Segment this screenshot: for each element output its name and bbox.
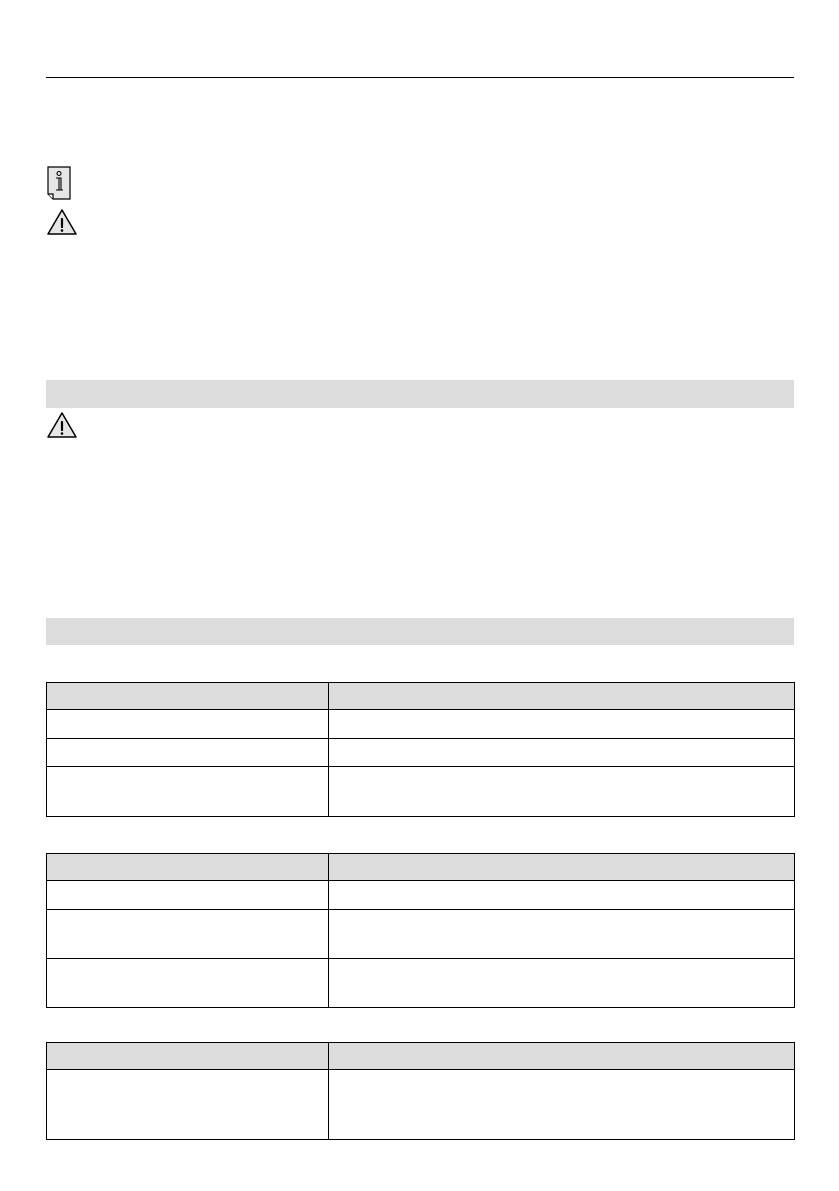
table-header-cell bbox=[329, 1043, 795, 1070]
table-header-row bbox=[47, 1043, 795, 1070]
table-row bbox=[47, 959, 795, 1008]
table-row bbox=[47, 710, 795, 739]
table-cell bbox=[329, 1070, 795, 1140]
section-heading-bar bbox=[46, 618, 794, 645]
header-rule bbox=[46, 77, 794, 78]
warning-triangle-icon bbox=[46, 208, 78, 241]
table-header-cell bbox=[47, 683, 329, 710]
table-row bbox=[47, 739, 795, 767]
section-heading-bar bbox=[46, 380, 794, 408]
table-row bbox=[47, 767, 795, 817]
table-header-row bbox=[47, 683, 795, 710]
table-cell bbox=[47, 881, 329, 910]
table-header-cell bbox=[329, 683, 795, 710]
table-header-cell bbox=[47, 1043, 329, 1070]
table-header-row bbox=[47, 854, 795, 881]
table-cell bbox=[329, 767, 795, 817]
table-cell bbox=[329, 881, 795, 910]
table-row bbox=[47, 910, 795, 959]
table-header-cell bbox=[329, 854, 795, 881]
table-cell bbox=[47, 910, 329, 959]
table-cell bbox=[47, 959, 329, 1008]
table-cell bbox=[47, 739, 329, 767]
table-cell bbox=[47, 767, 329, 817]
spec-table bbox=[46, 853, 795, 1008]
table-cell bbox=[329, 710, 795, 739]
table-cell bbox=[329, 910, 795, 959]
table-row bbox=[47, 1070, 795, 1140]
table-cell bbox=[47, 1070, 329, 1140]
warning-triangle-icon bbox=[46, 411, 78, 444]
table-cell bbox=[329, 959, 795, 1008]
table-header-cell bbox=[47, 854, 329, 881]
table-row bbox=[47, 881, 795, 910]
table-cell bbox=[47, 710, 329, 739]
info-document-icon bbox=[47, 166, 73, 205]
spec-table bbox=[46, 1042, 795, 1140]
table-cell bbox=[329, 739, 795, 767]
spec-table bbox=[46, 682, 795, 817]
